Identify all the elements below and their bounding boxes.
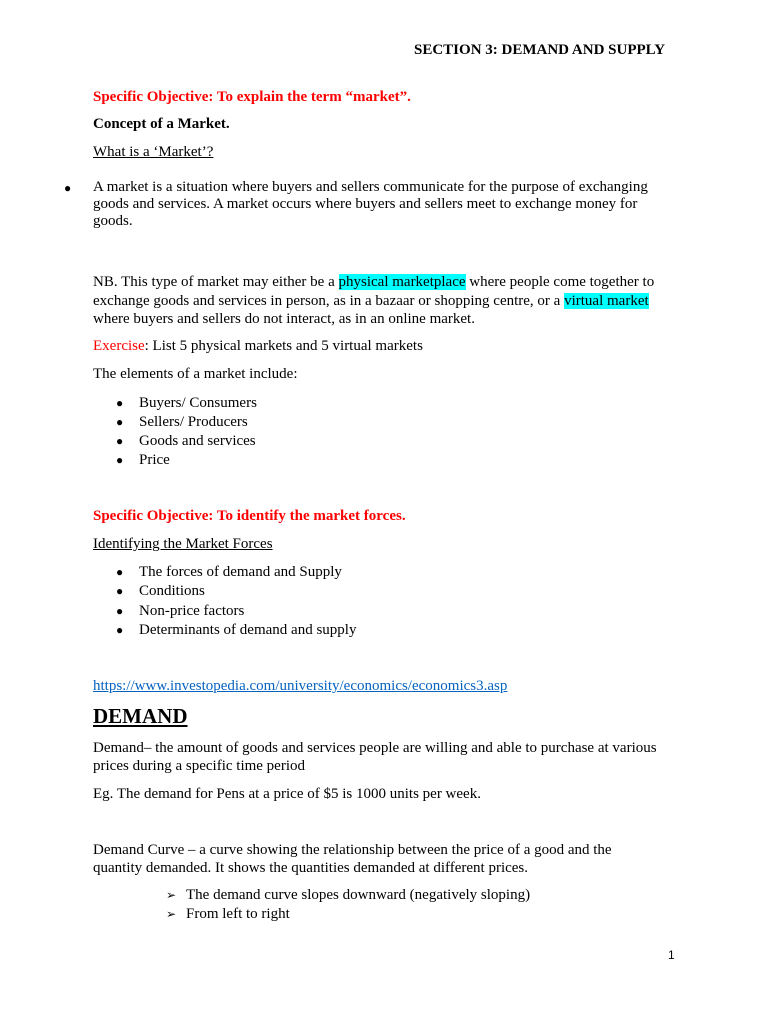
- page-number: 1: [668, 948, 675, 962]
- concept-heading: Concept of a Market.: [93, 116, 230, 132]
- elements-intro: The elements of a market include:: [93, 366, 298, 382]
- demand-example: Eg. The demand for Pens at a price of $5 is 1000 units per week.: [93, 786, 481, 802]
- nb-line-3: where buyers and sellers do not interact, as in an online market.: [93, 311, 475, 327]
- curve-def-line-1: Demand Curve – a curve showing the relationship between the price of a good and the: [93, 842, 612, 858]
- curve-def-line-2: quantity demanded. It shows the quantities demanded at different prices.: [93, 860, 529, 876]
- exercise-label: Exercise: [93, 338, 145, 354]
- section-title: SECTION 3: DEMAND AND SUPPLY: [414, 42, 666, 58]
- bullet-dot: ●: [64, 181, 72, 195]
- arrow-bullet-icon: ➢: [166, 888, 177, 902]
- nb-text: where people come together to: [465, 274, 655, 290]
- list-item: Determinants of demand and supply: [139, 622, 357, 638]
- virtual-market-highlight: virtual market: [564, 293, 649, 309]
- bullet-dot: ●: [116, 434, 124, 448]
- list-item: Goods and services: [139, 433, 256, 449]
- market-def-line-1: A market is a situation where buyers and sellers communicate for the purpose of exchanging: [93, 179, 648, 195]
- list-item: From left to right: [186, 906, 290, 922]
- what-is-market-heading: What is a ‘Market’?: [93, 144, 214, 160]
- demand-def-line-2: prices during a specific time period: [93, 758, 306, 774]
- demand-def-line-1: Demand– the amount of goods and services people are willing and able to purchase at various: [93, 740, 657, 756]
- exercise-line: [93, 338, 423, 355]
- bullet-dot: ●: [116, 584, 124, 598]
- demand-heading: DEMAND: [93, 704, 188, 728]
- nb-line-1: [93, 274, 654, 291]
- nb-text: NB. This type of market may either be a: [93, 274, 339, 290]
- market-def-line-2: goods and services. A market occurs where buyers and sellers meet to exchange money for: [93, 196, 638, 212]
- bullet-dot: ●: [116, 604, 124, 618]
- bullet-dot: ●: [116, 565, 124, 579]
- investopedia-link[interactable]: https://www.investopedia.com/university/economics/economics3.asp: [93, 678, 508, 694]
- objective-2: Specific Objective: To identify the market forces.: [93, 508, 406, 524]
- list-item: Non-price factors: [139, 603, 245, 619]
- physical-marketplace-highlight: physical marketplace: [338, 274, 466, 290]
- nb-text: exchange goods and services in person, as in a bazaar or shopping centre, or a: [93, 293, 565, 309]
- bullet-dot: ●: [116, 453, 124, 467]
- list-item: Buyers/ Consumers: [139, 395, 257, 411]
- exercise-text: : List 5 physical markets and 5 virtual markets: [144, 338, 423, 354]
- list-item: Sellers/ Producers: [139, 414, 248, 430]
- bullet-dot: ●: [116, 396, 124, 410]
- list-item: The forces of demand and Supply: [139, 564, 342, 580]
- bullet-dot: ●: [116, 623, 124, 637]
- list-item: Conditions: [139, 583, 205, 599]
- list-item: The demand curve slopes downward (negatively sloping): [186, 887, 531, 903]
- market-def-line-3: goods.: [93, 213, 133, 229]
- nb-line-2: [93, 293, 649, 310]
- objective-1: Specific Objective: To explain the term “market”.: [93, 89, 411, 105]
- list-item: Price: [139, 452, 170, 468]
- bullet-dot: ●: [116, 415, 124, 429]
- arrow-bullet-icon: ➢: [166, 907, 177, 921]
- forces-heading: Identifying the Market Forces: [93, 536, 273, 552]
